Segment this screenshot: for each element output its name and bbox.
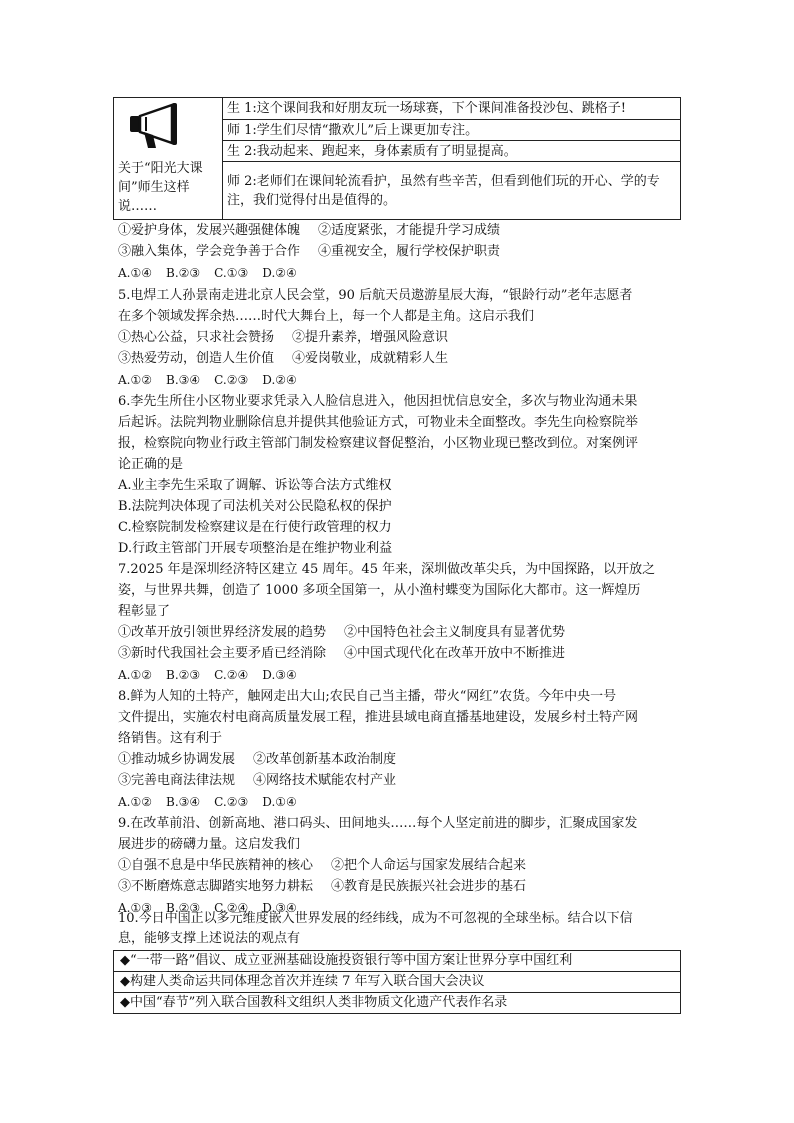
q7-stem-line-2: 姿，与世界共舞，创造了 1000 多项全国第一，从小渔村蝶变为国际化大都市。这一辉煌历 [118, 583, 641, 598]
q8-stem-line-2: 文件提出，实施农村电商高质量发展工程，推进县域电商直播基地建设，发展乡村土特产网 [118, 710, 639, 725]
q5-option-a[interactable]: A.①② [118, 373, 152, 387]
q6-option-a[interactable]: A.业主李先生采取了调解、诉讼等合法方式维权 [118, 478, 392, 493]
q4-statement-4: ④重视安全，履行学校保护职责 [318, 244, 501, 259]
q9-statements-row-1 [118, 856, 688, 876]
q4-option-d[interactable]: D.②④ [262, 266, 297, 280]
dialog-row-student-2: 生 2:我动起来、跑起来，身体素质有了明显提高。 [223, 141, 681, 162]
q8-option-b[interactable]: B.③④ [166, 795, 201, 809]
q5-statements-row-1 [118, 328, 688, 348]
q8-option-c[interactable]: C.②③ [214, 795, 249, 809]
q9-option-d[interactable]: D.③④ [262, 901, 297, 915]
q8-statement-4: ④网络技术赋能农村产业 [253, 773, 397, 788]
q7-stem-line-3: 程彰显了 [118, 604, 171, 619]
q7-statements-row-2 [118, 644, 688, 664]
q6-stem-line-4: 论正确的是 [118, 457, 184, 472]
q9-option-b[interactable]: B.②③ [166, 901, 201, 915]
q4-statements-row-1 [118, 221, 688, 241]
dialog-row-teacher-2: 师 2:老师们在课间轮流看护，虽然有些辛苦，但看到他们玩的开心、学的专注，我们觉得付出是值得的。 [223, 162, 681, 220]
q6-stem-line-1: 6.李先生所住小区物业要求凭录入人脸信息进入，他因担忧信息安全，多次与物业沟通未果 [118, 394, 638, 409]
dialog-row-teacher-1: 师 1:学生们尽情“撒欢儿”后上课更加专注。 [223, 120, 681, 141]
q8-options [118, 792, 311, 812]
q8-statement-2: ②改革创新基本政治制度 [253, 752, 397, 767]
q7-statement-3: ③新时代我国社会主要矛盾已经消除 [118, 646, 327, 661]
q10-info-3: ◆中国“春节”列入联合国教科文组织人类非物质文化遗产代表作名录 [114, 992, 680, 1013]
q8-stem-line-3: 络销售。这有利于 [118, 731, 223, 746]
q9-statement-4: ④教育是民族振兴社会进步的基石 [331, 879, 527, 894]
dialog-table [113, 97, 681, 220]
q9-option-c[interactable]: C.②④ [214, 901, 249, 915]
q10-stem-line-1: 10.今日中国正以多元维度嵌入世界发展的经纬线，成为不可忽视的全球坐标。结合以下信 [118, 911, 633, 926]
q7-statement-2: ②中国特色社会主义制度具有显著优势 [344, 625, 566, 640]
q8-option-a[interactable]: A.①② [118, 795, 152, 809]
q7-statement-1: ①改革开放引领世界经济发展的趋势 [118, 625, 327, 640]
dialog-caption: 关于“阳光大课间”师生这样说…… [118, 161, 203, 214]
q8-statement-1: ①推动城乡协调发展 [118, 752, 236, 767]
q4-statements-row-2 [118, 242, 688, 262]
q7-statement-4: ④中国式现代化在改革开放中不断推进 [344, 646, 566, 661]
q8-stem-line-1: 8.鲜为人知的土特产，触网走出大山;农民自己当主播，带火“网红”农货。今年中央一号 [118, 689, 617, 704]
q6-option-b[interactable]: B.法院判决体现了司法机关对公民隐私权的保护 [118, 499, 392, 514]
q5-stem-line-2: 在多个领域发挥余热……时代大舞台上，每一个人都是主角。这启示我们 [118, 309, 535, 324]
q6-option-c[interactable]: C.检察院制发检察建议是在行使行政管理的权力 [118, 520, 392, 535]
q4-option-a[interactable]: A.①④ [118, 266, 152, 280]
q5-option-d[interactable]: D.②④ [262, 373, 297, 387]
q10-info-2: ◆构建人类命运共同体理念首次并连续 7 年写入联合国大会决议 [114, 971, 680, 992]
q7-options [118, 665, 311, 685]
q4-option-c[interactable]: C.①③ [214, 266, 249, 280]
q4-statement-2: ②适度紧张，才能提升学习成绩 [318, 223, 501, 238]
q7-option-c[interactable]: C.②④ [214, 668, 249, 682]
q7-stem-line-1: 7.2025 年是深圳经济特区建立 45 周年。45 年来，深圳做改革尖兵，为中国探路，以开放之 [118, 562, 656, 577]
q5-option-b[interactable]: B.③④ [166, 373, 201, 387]
q5-options [118, 370, 311, 390]
q6-stem-line-2: 后起诉。法院判物业删除信息并提供其他验证方式，可物业未全面整改。李先生向检察院举 [118, 415, 639, 430]
q7-option-a[interactable]: A.①② [118, 668, 152, 682]
q9-stem-line-2: 展进步的磅礴力量。这启发我们 [118, 837, 301, 852]
q4-options [118, 263, 311, 283]
q5-statement-4: ④爱岗敬业，成就精彩人生 [292, 351, 449, 366]
q5-statement-3: ③热爱劳动，创造人生价值 [118, 351, 275, 366]
q8-option-d[interactable]: D.①④ [262, 795, 297, 809]
q6-option-d[interactable]: D.行政主管部门开展专项整治是在维护物业利益 [118, 541, 393, 556]
q9-statements-row-2 [118, 877, 688, 897]
q9-option-a[interactable]: A.①③ [118, 901, 152, 915]
q8-statements-row-2 [118, 771, 688, 791]
dialog-row-student-1: 生 1:这个课间我和好朋友玩一场球赛，下个课间准备投沙包、跳格子! [223, 98, 681, 120]
dialog-left-cell [114, 98, 223, 220]
q10-info-1: ◆“一带一路”倡议、成立亚洲基础设施投资银行等中国方案让世界分享中国红利 [120, 953, 573, 968]
q4-statement-3: ③融入集体，学会竞争善于合作 [118, 244, 301, 259]
q4-option-b[interactable]: B.②③ [166, 266, 201, 280]
q4-statement-1: ①爱护身体，发展兴趣强健体魄 [118, 223, 301, 238]
q5-statements-row-2 [118, 349, 688, 369]
q9-statement-1: ①自强不息是中华民族精神的核心 [118, 858, 314, 873]
q7-option-b[interactable]: B.②③ [166, 668, 201, 682]
q10-info-box [113, 950, 681, 1014]
q5-statement-1: ①热心公益，只求社会赞扬 [118, 330, 275, 345]
q9-stem-line-1: 9.在改革前沿、创新高地、港口码头、田间地头……每个人坚定前进的脚步，汇聚成国家发 [118, 816, 638, 831]
q8-statements-row-1 [118, 750, 688, 770]
q9-statement-2: ②把个人命运与国家发展结合起来 [331, 858, 527, 873]
q8-statement-3: ③完善电商法律法规 [118, 773, 236, 788]
q9-statement-3: ③不断磨炼意志脚踏实地努力耕耘 [118, 879, 314, 894]
q6-stem-line-3: 报，检察院向物业行政主管部门制发检察建议督促整治，小区物业现已整改到位。对案例评 [118, 436, 639, 451]
megaphone-icon [126, 102, 192, 152]
q5-stem-line-1: 5.电焊工人孙景南走进北京人民会堂，90 后航天员遨游星辰大海，“银龄行动”老年志愿者 [118, 288, 633, 303]
q7-option-d[interactable]: D.③④ [262, 668, 297, 682]
q5-option-c[interactable]: C.②③ [214, 373, 249, 387]
q5-statement-2: ②提升素养，增强风险意识 [292, 330, 449, 345]
q10-stem-line-2: 息，能够支撑上述说法的观点有 [118, 931, 301, 946]
q7-statements-row-1 [118, 623, 688, 643]
